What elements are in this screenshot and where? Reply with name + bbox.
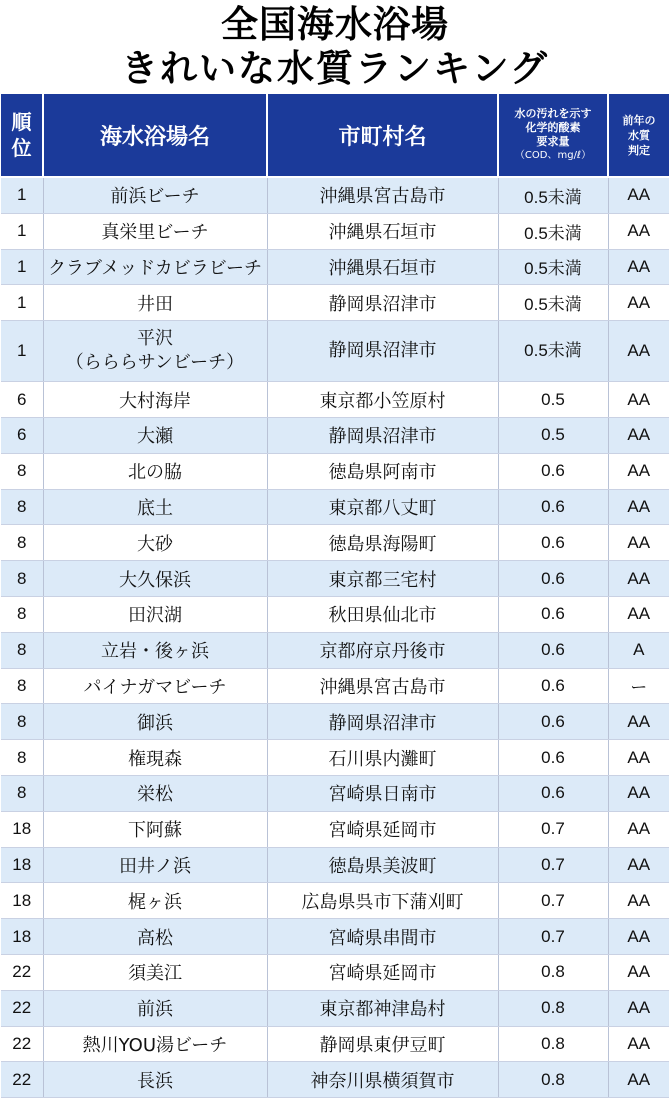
grade-cell bbox=[608, 740, 669, 776]
table-row bbox=[1, 489, 669, 525]
grade-text: AA bbox=[627, 1033, 651, 1053]
beach-name-cell bbox=[43, 704, 267, 740]
grade-text: AA bbox=[627, 461, 651, 481]
beach-name-text: 大村海岸 bbox=[119, 390, 191, 412]
grade-cell bbox=[608, 321, 669, 382]
rank-text: 8 bbox=[17, 461, 27, 481]
grade-cell bbox=[608, 704, 669, 740]
cod-cell bbox=[498, 740, 608, 776]
city-cell bbox=[267, 919, 498, 955]
rank-text: 18 bbox=[12, 854, 32, 874]
cod-cell bbox=[498, 285, 608, 321]
beach-name-text: 立岩・後ヶ浜 bbox=[101, 641, 209, 663]
cod-cell bbox=[498, 321, 608, 382]
cod-cell bbox=[498, 489, 608, 525]
grade-cell bbox=[608, 382, 669, 418]
header-beach-name: 海水浴場名 bbox=[43, 94, 267, 177]
rank-text: 18 bbox=[12, 926, 32, 946]
cod-cell bbox=[498, 382, 608, 418]
city-cell bbox=[267, 954, 498, 990]
rank-cell bbox=[1, 811, 43, 847]
cod-text: 0.7 bbox=[541, 819, 565, 839]
beach-name-text: 前浜 bbox=[137, 999, 173, 1021]
city-cell bbox=[267, 596, 498, 632]
grade-text: AA bbox=[627, 926, 651, 946]
beach-name-cell bbox=[43, 525, 267, 561]
beach-name-cell bbox=[43, 285, 267, 321]
ranking-table bbox=[1, 94, 669, 1098]
beach-name-cell bbox=[43, 883, 267, 919]
grade-cell bbox=[608, 632, 669, 668]
beach-name-cell bbox=[43, 1062, 267, 1098]
rank-cell bbox=[1, 883, 43, 919]
rank-cell bbox=[1, 489, 43, 525]
cod-text: 0.8 bbox=[541, 1033, 565, 1053]
cod-text: 0.6 bbox=[541, 461, 565, 481]
rank-text: 8 bbox=[17, 496, 27, 516]
grade-cell bbox=[608, 525, 669, 561]
cod-cell bbox=[498, 668, 608, 704]
table-row bbox=[1, 285, 669, 321]
grade-cell bbox=[608, 954, 669, 990]
header-grade bbox=[608, 94, 669, 177]
header-grade-line: 判定 bbox=[628, 143, 650, 157]
table-row bbox=[1, 954, 669, 990]
rank-text: 8 bbox=[17, 783, 27, 803]
grade-cell bbox=[608, 249, 669, 285]
city-text: 静岡県沼津市 bbox=[328, 712, 437, 734]
page-title bbox=[0, 0, 670, 94]
beach-name-cell bbox=[43, 417, 267, 453]
rank-text: 8 bbox=[17, 532, 27, 552]
cod-text: 0.5 bbox=[541, 425, 565, 445]
grade-cell bbox=[608, 919, 669, 955]
beach-name-text: 高松 bbox=[137, 927, 173, 949]
grade-text: AA bbox=[627, 389, 651, 409]
rank-text: 8 bbox=[17, 640, 27, 660]
rank-cell bbox=[1, 919, 43, 955]
header-cod-line: 水の汚れを示す bbox=[514, 107, 592, 120]
grade-text: AA bbox=[627, 783, 651, 803]
cod-cell bbox=[498, 632, 608, 668]
beach-name-text: 栄松 bbox=[137, 784, 173, 806]
cod-text: 0.6 bbox=[541, 532, 565, 552]
grade-cell bbox=[608, 775, 669, 811]
city-text: 東京都八丈町 bbox=[328, 497, 437, 519]
beach-name-text: 大瀬 bbox=[137, 426, 173, 448]
grade-cell bbox=[608, 1026, 669, 1062]
beach-name-cell bbox=[43, 954, 267, 990]
cod-cell bbox=[498, 1062, 608, 1098]
grade-text: AA bbox=[627, 256, 651, 276]
cod-cell bbox=[498, 453, 608, 489]
beach-name-text: 梶ヶ浜 bbox=[128, 891, 182, 913]
rank-cell bbox=[1, 596, 43, 632]
city-text: 沖縄県宮古島市 bbox=[319, 186, 446, 208]
rank-text: 1 bbox=[17, 256, 27, 276]
rank-text: 18 bbox=[12, 819, 32, 839]
grade-cell bbox=[608, 453, 669, 489]
grade-text: ー bbox=[630, 678, 648, 698]
grade-cell bbox=[608, 213, 669, 249]
table-row bbox=[1, 1062, 669, 1098]
beach-name-cell bbox=[43, 561, 267, 597]
table-row bbox=[1, 321, 669, 382]
table-row bbox=[1, 811, 669, 847]
cod-text: 0.8 bbox=[541, 998, 565, 1018]
city-cell bbox=[267, 213, 498, 249]
cod-cell bbox=[498, 417, 608, 453]
cod-text: 0.8 bbox=[541, 962, 565, 982]
grade-text: AA bbox=[627, 532, 651, 552]
header-cod-line: 要求量 bbox=[536, 135, 570, 148]
city-text: 宮崎県延岡市 bbox=[328, 963, 437, 985]
grade-text: AA bbox=[627, 496, 651, 516]
city-cell bbox=[267, 704, 498, 740]
city-text: 静岡県沼津市 bbox=[328, 293, 437, 315]
header-rank-line: 順 bbox=[11, 110, 32, 134]
cod-cell bbox=[498, 811, 608, 847]
grade-text: AA bbox=[627, 568, 651, 588]
beach-name-cell bbox=[43, 249, 267, 285]
cod-cell bbox=[498, 596, 608, 632]
rank-text: 8 bbox=[17, 604, 27, 624]
grade-cell bbox=[608, 668, 669, 704]
grade-cell bbox=[608, 990, 669, 1026]
grade-text: AA bbox=[627, 604, 651, 624]
cod-text: 0.6 bbox=[541, 747, 565, 767]
cod-text: 0.7 bbox=[541, 926, 565, 946]
grade-cell bbox=[608, 177, 669, 213]
table-row bbox=[1, 177, 669, 213]
beach-name-cell bbox=[43, 177, 267, 213]
grade-text: AA bbox=[627, 819, 651, 839]
cod-text: 0.6 bbox=[541, 675, 565, 695]
cod-text: 0.5 bbox=[541, 389, 565, 409]
header-rank-line: 位 bbox=[11, 136, 32, 160]
table-row bbox=[1, 740, 669, 776]
city-text: 静岡県沼津市 bbox=[328, 340, 437, 362]
beach-name-text: 御浜 bbox=[137, 712, 173, 734]
cod-text: 0.6 bbox=[541, 783, 565, 803]
table-row bbox=[1, 382, 669, 418]
cod-text: 0.5未満 bbox=[524, 295, 582, 315]
cod-cell bbox=[498, 775, 608, 811]
city-cell bbox=[267, 561, 498, 597]
city-text: 静岡県東伊豆町 bbox=[319, 1034, 446, 1056]
rank-cell bbox=[1, 213, 43, 249]
city-cell bbox=[267, 177, 498, 213]
beach-name-text: 田井ノ浜 bbox=[119, 855, 191, 877]
grade-cell bbox=[608, 417, 669, 453]
cod-text: 0.6 bbox=[541, 496, 565, 516]
table-row bbox=[1, 249, 669, 285]
rank-cell bbox=[1, 847, 43, 883]
rank-cell bbox=[1, 775, 43, 811]
city-cell bbox=[267, 668, 498, 704]
grade-text: AA bbox=[627, 185, 651, 205]
cod-text: 0.5未満 bbox=[524, 223, 582, 243]
beach-name-text: 田沢湖 bbox=[128, 605, 182, 627]
city-text: 沖縄県石垣市 bbox=[328, 257, 437, 279]
beach-name-cell bbox=[43, 740, 267, 776]
cod-cell bbox=[498, 1026, 608, 1062]
cod-text: 0.7 bbox=[541, 854, 565, 874]
city-cell bbox=[267, 1062, 498, 1098]
city-text: 京都府京丹後市 bbox=[319, 641, 446, 663]
table-row bbox=[1, 417, 669, 453]
city-text: 宮崎県延岡市 bbox=[328, 820, 437, 842]
rank-cell bbox=[1, 177, 43, 213]
grade-text: AA bbox=[627, 341, 651, 361]
table-row bbox=[1, 990, 669, 1026]
grade-text: AA bbox=[627, 854, 651, 874]
city-cell bbox=[267, 883, 498, 919]
city-cell bbox=[267, 382, 498, 418]
city-cell bbox=[267, 321, 498, 382]
table-row bbox=[1, 775, 669, 811]
header-grade-line: 前年の bbox=[622, 113, 656, 127]
beach-name-cell bbox=[43, 453, 267, 489]
beach-name-text: 長浜 bbox=[137, 1070, 173, 1092]
city-text: 秋田県仙北市 bbox=[328, 605, 437, 627]
city-cell bbox=[267, 489, 498, 525]
city-text: 広島県呉市下蒲刈町 bbox=[301, 891, 464, 913]
city-text: 沖縄県宮古島市 bbox=[319, 676, 446, 698]
grade-text: AA bbox=[627, 1069, 651, 1089]
grade-text: AA bbox=[627, 711, 651, 731]
title-line-1: 全国海水浴場 bbox=[221, 3, 449, 46]
table-row bbox=[1, 847, 669, 883]
beach-name-text: 北の脇 bbox=[128, 462, 182, 484]
grade-text: AA bbox=[627, 962, 651, 982]
grade-cell bbox=[608, 811, 669, 847]
beach-name-text: 権現森 bbox=[128, 748, 182, 770]
rank-cell bbox=[1, 249, 43, 285]
city-text: 徳島県美波町 bbox=[328, 855, 437, 877]
city-cell bbox=[267, 249, 498, 285]
table-body bbox=[1, 177, 669, 1098]
beach-name-cell bbox=[43, 213, 267, 249]
grade-text: AA bbox=[627, 998, 651, 1018]
cod-text: 0.8 bbox=[541, 1069, 565, 1089]
rank-cell bbox=[1, 1062, 43, 1098]
rank-cell bbox=[1, 632, 43, 668]
header-cod-unit: （COD、mg/ℓ） bbox=[514, 150, 592, 161]
rank-cell bbox=[1, 382, 43, 418]
table-row bbox=[1, 525, 669, 561]
beach-name-cell bbox=[43, 847, 267, 883]
grade-text: AA bbox=[627, 292, 651, 312]
cod-cell bbox=[498, 883, 608, 919]
rank-cell bbox=[1, 740, 43, 776]
beach-name-subtext: （らららサンビーチ） bbox=[65, 352, 245, 374]
city-cell bbox=[267, 847, 498, 883]
table-row bbox=[1, 1026, 669, 1062]
rank-text: 1 bbox=[17, 185, 27, 205]
city-text: 神奈川県横須賀市 bbox=[310, 1070, 455, 1092]
table-row bbox=[1, 632, 669, 668]
city-cell bbox=[267, 811, 498, 847]
rank-text: 8 bbox=[17, 711, 27, 731]
city-text: 沖縄県石垣市 bbox=[328, 222, 437, 244]
table-header-row bbox=[1, 94, 669, 177]
grade-text: AA bbox=[627, 425, 651, 445]
beach-name-cell bbox=[43, 489, 267, 525]
cod-cell bbox=[498, 177, 608, 213]
rank-cell bbox=[1, 417, 43, 453]
cod-text: 0.6 bbox=[541, 568, 565, 588]
city-cell bbox=[267, 1026, 498, 1062]
cod-text: 0.6 bbox=[541, 711, 565, 731]
rank-text: 22 bbox=[12, 998, 32, 1018]
rank-cell bbox=[1, 561, 43, 597]
city-text: 宮崎県日南市 bbox=[328, 784, 437, 806]
grade-cell bbox=[608, 883, 669, 919]
city-text: 宮崎県串間市 bbox=[328, 927, 437, 949]
city-text: 石川県内灘町 bbox=[328, 748, 437, 770]
city-cell bbox=[267, 740, 498, 776]
rank-text: 22 bbox=[12, 962, 32, 982]
beach-name-cell bbox=[43, 596, 267, 632]
rank-cell bbox=[1, 321, 43, 382]
city-cell bbox=[267, 632, 498, 668]
beach-name-text: 大久保浜 bbox=[119, 569, 191, 591]
table-row bbox=[1, 453, 669, 489]
city-cell bbox=[267, 775, 498, 811]
beach-name-cell bbox=[43, 632, 267, 668]
beach-name-cell bbox=[43, 775, 267, 811]
cod-cell bbox=[498, 525, 608, 561]
rank-text: 1 bbox=[17, 341, 27, 361]
header-grade-line: 水質 bbox=[628, 128, 650, 142]
rank-text: 1 bbox=[17, 292, 27, 312]
rank-text: 22 bbox=[12, 1033, 32, 1053]
grade-text: AA bbox=[627, 747, 651, 767]
rank-text: 8 bbox=[17, 568, 27, 588]
beach-name-cell bbox=[43, 811, 267, 847]
header-cod-line: 化学的酸素 bbox=[525, 121, 581, 134]
beach-name-text: 下阿蘇 bbox=[128, 820, 182, 842]
beach-name-text: 底土 bbox=[137, 497, 173, 519]
cod-text: 0.5未満 bbox=[524, 187, 582, 207]
header-rank bbox=[1, 94, 43, 177]
cod-cell bbox=[498, 249, 608, 285]
city-text: 東京都小笠原村 bbox=[319, 390, 446, 412]
table-row bbox=[1, 596, 669, 632]
rank-cell bbox=[1, 668, 43, 704]
table-row bbox=[1, 704, 669, 740]
header-city: 市町村名 bbox=[267, 94, 498, 177]
cod-cell bbox=[498, 213, 608, 249]
city-cell bbox=[267, 285, 498, 321]
grade-cell bbox=[608, 285, 669, 321]
beach-name-cell bbox=[43, 668, 267, 704]
cod-text: 0.6 bbox=[541, 604, 565, 624]
beach-name-text: 平沢 bbox=[137, 328, 173, 350]
grade-cell bbox=[608, 1062, 669, 1098]
beach-name-text: パイナガマビーチ bbox=[83, 676, 227, 698]
rank-text: 8 bbox=[17, 747, 27, 767]
cod-text: 0.7 bbox=[541, 890, 565, 910]
grade-cell bbox=[608, 847, 669, 883]
title-line-2: きれいな水質ランキング bbox=[121, 47, 549, 90]
cod-cell bbox=[498, 704, 608, 740]
grade-text: AA bbox=[627, 890, 651, 910]
rank-text: 1 bbox=[17, 221, 27, 241]
rank-text: 8 bbox=[17, 675, 27, 695]
grade-text: AA bbox=[627, 221, 651, 241]
grade-cell bbox=[608, 596, 669, 632]
rank-text: 22 bbox=[12, 1069, 32, 1089]
beach-name-text: 真栄里ビーチ bbox=[101, 222, 209, 244]
cod-text: 0.5未満 bbox=[524, 341, 582, 361]
grade-cell bbox=[608, 489, 669, 525]
grade-text: A bbox=[633, 640, 645, 660]
beach-name-text: 井田 bbox=[137, 293, 173, 315]
beach-name-cell bbox=[43, 990, 267, 1026]
cod-text: 0.6 bbox=[541, 640, 565, 660]
rank-cell bbox=[1, 990, 43, 1026]
rank-cell bbox=[1, 954, 43, 990]
city-cell bbox=[267, 525, 498, 561]
rank-cell bbox=[1, 1026, 43, 1062]
city-cell bbox=[267, 990, 498, 1026]
rank-text: 18 bbox=[12, 890, 32, 910]
table-row bbox=[1, 213, 669, 249]
table-row bbox=[1, 668, 669, 704]
table-row bbox=[1, 883, 669, 919]
rank-cell bbox=[1, 704, 43, 740]
cod-text: 0.5未満 bbox=[524, 259, 582, 279]
cod-cell bbox=[498, 954, 608, 990]
rank-cell bbox=[1, 525, 43, 561]
cod-cell bbox=[498, 561, 608, 597]
city-text: 静岡県沼津市 bbox=[328, 426, 437, 448]
beach-name-text: 大砂 bbox=[137, 533, 173, 555]
city-cell bbox=[267, 453, 498, 489]
rank-cell bbox=[1, 453, 43, 489]
rank-text: 6 bbox=[17, 389, 27, 409]
beach-name-text: 前浜ビーチ bbox=[110, 186, 200, 208]
header-cod bbox=[498, 94, 608, 177]
beach-name-text: 熱川YOU湯ビーチ bbox=[82, 1034, 228, 1056]
beach-name-text: 須美江 bbox=[128, 963, 182, 985]
beach-name-cell bbox=[43, 382, 267, 418]
beach-name-cell bbox=[43, 919, 267, 955]
cod-cell bbox=[498, 990, 608, 1026]
beach-name-cell bbox=[43, 1026, 267, 1062]
beach-name-cell bbox=[43, 321, 267, 382]
city-text: 東京都神津島村 bbox=[319, 999, 446, 1021]
city-text: 徳島県海陽町 bbox=[328, 533, 437, 555]
rank-cell bbox=[1, 285, 43, 321]
rank-text: 6 bbox=[17, 425, 27, 445]
beach-name-text: クラブメッドカビラビーチ bbox=[47, 257, 263, 279]
table-row bbox=[1, 919, 669, 955]
city-cell bbox=[267, 417, 498, 453]
cod-cell bbox=[498, 847, 608, 883]
city-text: 徳島県阿南市 bbox=[328, 462, 437, 484]
city-text: 東京都三宅村 bbox=[328, 569, 437, 591]
grade-cell bbox=[608, 561, 669, 597]
cod-cell bbox=[498, 919, 608, 955]
table-row bbox=[1, 561, 669, 597]
